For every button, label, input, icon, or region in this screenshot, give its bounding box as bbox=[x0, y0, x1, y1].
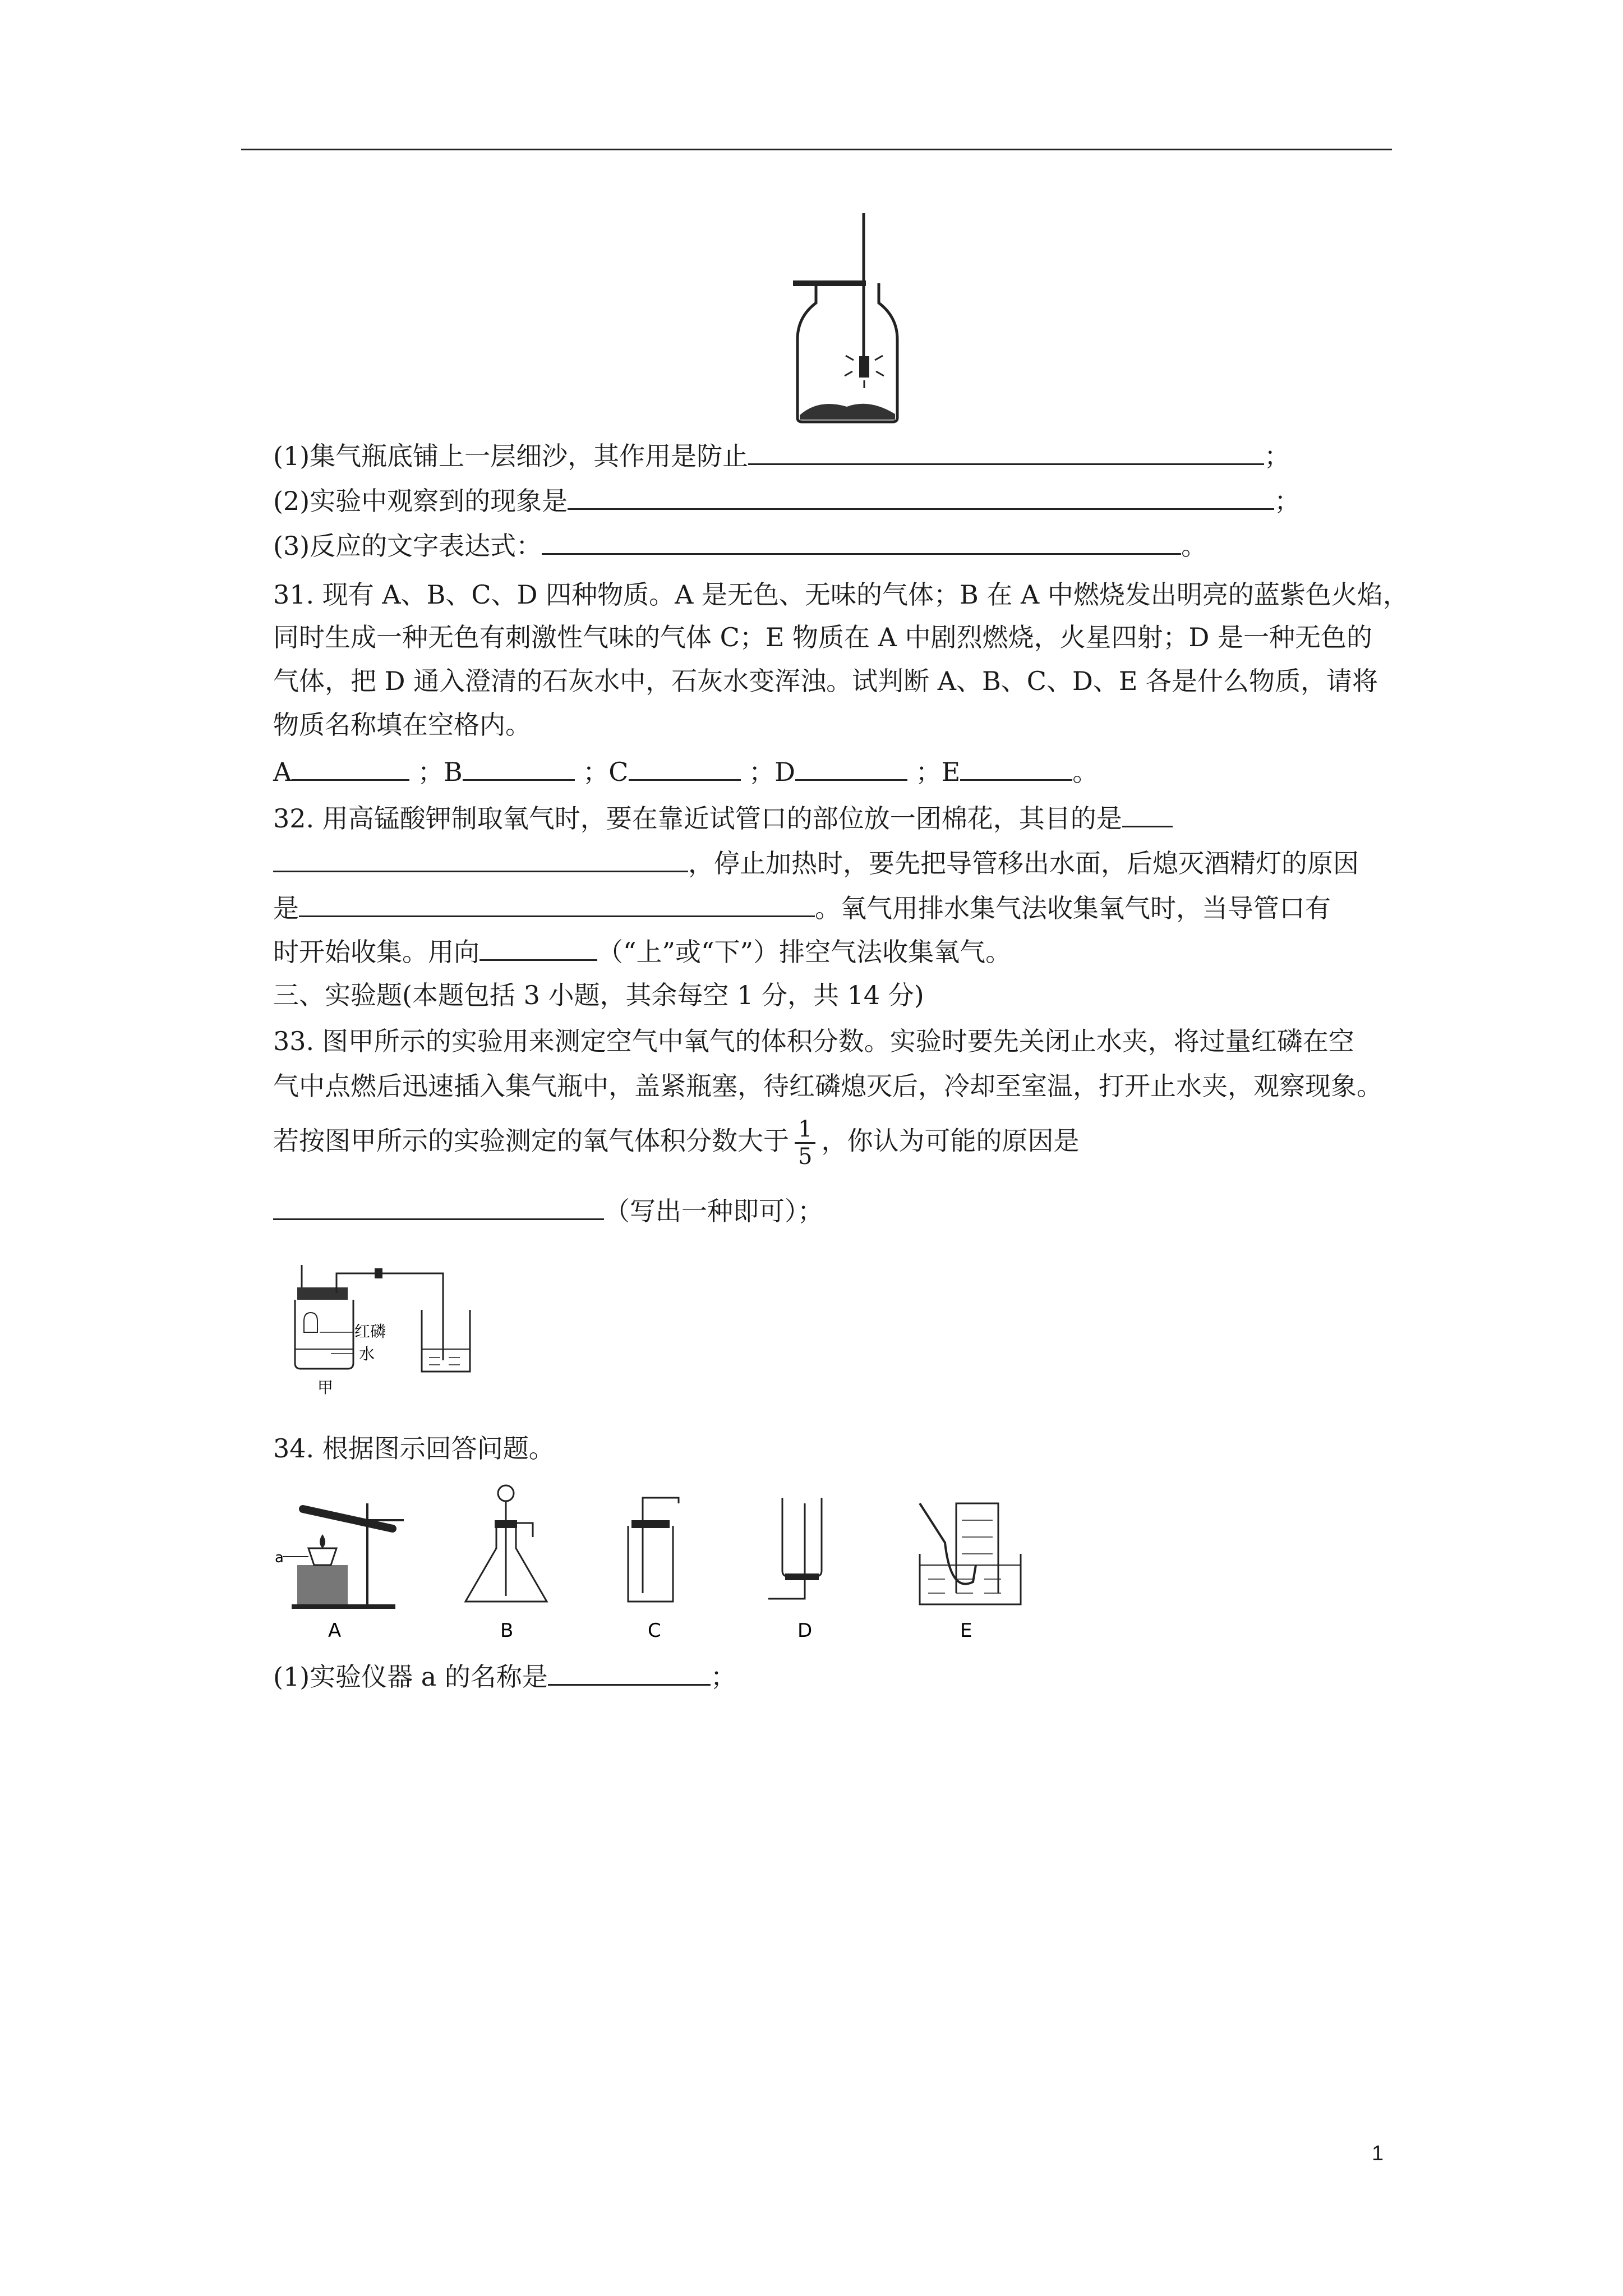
q30-item3-end: 。 bbox=[1181, 531, 1207, 561]
q31-label-d: ；D bbox=[749, 757, 796, 787]
fraction-numerator: 1 bbox=[795, 1116, 815, 1144]
q32-line3 bbox=[273, 891, 1331, 925]
q33-line2: 气中点燃后迅速插入集气瓶中，盖紧瓶塞，待红磷熄灭后，冷却至室温，打开止水夹，观察现象。 bbox=[273, 1071, 1382, 1101]
q32-blank-purpose-cont[interactable] bbox=[273, 846, 688, 872]
q31-blank-e[interactable] bbox=[960, 754, 1072, 781]
q33-line3-text-b: ，你认为可能的原因是 bbox=[821, 1125, 1080, 1156]
q32-line1 bbox=[273, 801, 1173, 835]
q33-line4 bbox=[273, 1194, 823, 1228]
q30-item2-blank[interactable] bbox=[568, 484, 1274, 510]
fig-label-water: 水 bbox=[359, 1345, 375, 1363]
apparatus-b bbox=[465, 1485, 547, 1602]
q30-item3 bbox=[273, 528, 1207, 563]
label-e: E bbox=[960, 1619, 972, 1642]
q32-line3-prefix: 是 bbox=[273, 893, 299, 923]
q32-line1-text: 32. 用高锰酸钾制取氧气时，要在靠近试管口的部位放一团棉花，其目的是 bbox=[273, 803, 1122, 834]
iron-combustion-figure bbox=[785, 213, 914, 426]
q31-answers bbox=[273, 754, 1098, 789]
q32-line3-text: 。氧气用排水集气法收集氧气时，当导管口有 bbox=[815, 893, 1331, 923]
label-b: B bbox=[500, 1619, 514, 1642]
q31-label-c: ；C bbox=[583, 757, 629, 787]
apparatus-a bbox=[275, 1503, 404, 1609]
q31-blank-b[interactable] bbox=[463, 754, 575, 781]
q31-line2: 同时生成一种无色有刺激性气味的气体 C；E 物质在 A 中剧烈燃烧，火星四射；D 是一种无色的 bbox=[273, 622, 1372, 652]
q31-line1: 31. 现有 A、B、C、D 四种物质。A 是无色、无味的气体；B 在 A 中燃烧发出明亮的蓝紫色火焰， bbox=[273, 579, 1409, 610]
q34-item1-blank[interactable] bbox=[548, 1659, 711, 1686]
apparatus-c bbox=[628, 1498, 679, 1602]
label-d: D bbox=[797, 1619, 813, 1642]
apparatus-d bbox=[768, 1498, 822, 1599]
section3-title: 三、实验题(本题包括 3 小题，其余每空 1 分，共 14 分) bbox=[273, 980, 924, 1010]
q33-line3-text: 若按图甲所示的实验测定的氧气体积分数大于 bbox=[273, 1125, 789, 1156]
q32-line2-text: ，停止加热时，要先把导管移出水面，后熄灭酒精灯的原因 bbox=[688, 848, 1359, 878]
one-fifth-fraction bbox=[795, 1116, 815, 1170]
q33-line4-text: （写出一种即可）； bbox=[604, 1196, 823, 1226]
q32-blank-direction[interactable] bbox=[479, 935, 597, 961]
q34-item1 bbox=[273, 1659, 736, 1694]
q32-line4-prefix: 时开始收集。用向 bbox=[273, 937, 479, 967]
label-a: A bbox=[328, 1619, 342, 1642]
q33-blank-reason[interactable] bbox=[273, 1194, 604, 1220]
q33-line1: 33. 图甲所示的实验用来测定空气中氧气的体积分数。实验时要先关闭止水夹，将过量红磷在空 bbox=[273, 1026, 1354, 1056]
q32-line4-text: （“上”或“下”）排空气法收集氧气。 bbox=[597, 937, 1012, 967]
q32-line2 bbox=[273, 846, 1359, 880]
page-number: 1 bbox=[1372, 2142, 1384, 2165]
q34-item1-end: ； bbox=[710, 1662, 736, 1692]
q33-line3 bbox=[273, 1116, 1079, 1170]
fig-label-phosphorus: 红磷 bbox=[354, 1322, 386, 1341]
q31-blank-d[interactable] bbox=[795, 754, 907, 781]
header-rule bbox=[241, 149, 1392, 150]
q34-title: 34. 根据图示回答问题。 bbox=[273, 1433, 555, 1464]
q31-line4: 物质名称填在空格内。 bbox=[273, 710, 531, 740]
q30-item1-text: (1)集气瓶底铺上一层细沙，其作用是防止 bbox=[273, 441, 749, 471]
apparatus-e bbox=[920, 1503, 1021, 1604]
q32-line4 bbox=[273, 935, 1011, 969]
q30-item2-text: (2)实验中观察到的现象是 bbox=[273, 486, 568, 516]
q30-item3-text: (3)反应的文字表达式： bbox=[273, 531, 542, 561]
q30-item1 bbox=[273, 439, 1290, 473]
q30-item3-blank[interactable] bbox=[542, 528, 1181, 555]
q31-label-a: A bbox=[273, 757, 292, 787]
label-c: C bbox=[648, 1619, 661, 1642]
q30-item2-end: ； bbox=[1274, 486, 1301, 516]
q31-label-b: ；B bbox=[417, 757, 463, 787]
q31-end: 。 bbox=[1072, 757, 1099, 787]
q30-item2 bbox=[273, 484, 1300, 518]
fig-caption-jia: 甲 bbox=[317, 1378, 334, 1397]
fraction-denominator: 5 bbox=[798, 1144, 813, 1170]
q31-blank-a[interactable] bbox=[292, 754, 409, 781]
q32-blank-reason[interactable] bbox=[299, 891, 815, 917]
q30-item1-end: ； bbox=[1264, 441, 1290, 471]
q31-line3: 气体，把 D 通入澄清的石灰水中，石灰水变浑浊。试判断 A、B、C、D、E 各是什么物质，请将 bbox=[273, 666, 1378, 696]
label-a-small: a bbox=[275, 1549, 284, 1566]
phosphorus-experiment-figure bbox=[275, 1259, 499, 1405]
q31-blank-c[interactable] bbox=[629, 754, 741, 781]
q34-item1-text: (1)实验仪器 a 的名称是 bbox=[273, 1662, 548, 1692]
q31-label-e: ；E bbox=[915, 757, 961, 787]
q32-blank-purpose[interactable] bbox=[1122, 801, 1173, 827]
q30-item1-blank[interactable] bbox=[748, 439, 1264, 465]
apparatus-figure bbox=[275, 1481, 1060, 1644]
